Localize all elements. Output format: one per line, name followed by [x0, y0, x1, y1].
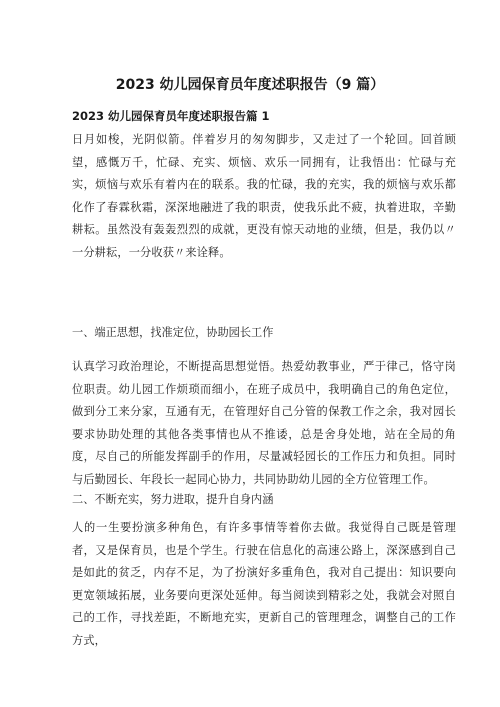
paragraph-section-1 — [72, 356, 456, 492]
paragraph-intro — [72, 129, 456, 265]
section-heading-1: 一、端正思想，找准定位，协助园长工作 — [72, 326, 274, 339]
section-heading-2: 二、不断充实，努力进取，提升自身内涵 — [72, 493, 274, 506]
section-subtitle: 2023 幼儿园保育员年度述职报告篇 1 — [72, 109, 270, 123]
paragraph-section-2 — [72, 517, 456, 653]
paragraph-text: 认真学习政治理论，不断提高思想觉悟。热爱幼教事业，严于律己，恪守岗位职责。幼儿园工作烦琐而细小，在班子成员中，我明确自己的角色定位，做到分工来分家，互通有无，在管理好自己分管的保教工作之余，我对园长要求协助处理的其他各类事情也从不推诿，总是舍身处地，站在全局的角度，尽自己的所能发挥副手的作用，尽量减轻园长的工作压力和负担。同时与后勤园长、年段长一起同心协力，共同协助幼儿园的全方位管理工作。 — [72, 360, 456, 486]
paragraph-text: 人的一生要扮演多种角色，有许多事情等着你去做。我觉得自己既是管理者，又是保育员，也是个学生。行驶在信息化的高速公路上，深深感到自己是如此的贫乏，内存不足，为了扮演好多重角色，我对自己提出：知识要向更宽领域拓展，业务要向更深处延伸。每当阅读到精彩之处，我就会对照自己的工作，寻找差距，不断地充实，更新自己的管理理念，调整自己的工作方式， — [72, 521, 456, 647]
heading-one-block — [72, 322, 456, 345]
heading-two-block — [72, 489, 456, 512]
paragraph-text: 日月如梭，光阴似箭。伴着岁月的匆匆脚步，又走过了一个轮回。回首顾望，感慨万千，忙碌、充实、烦恼、欢乐一同拥有，让我悟出：忙碌与充实，烦恼与欢乐有着内在的联系。我的忙碌，我的充实，我的烦恼与欢乐都化作了春霖秋霜，深深地融进了我的职责，使我乐此不疲，执着进取，辛勤耕耘。虽然没有轰轰烈烈的成就，更没有惊天动地的业绩，但是，我仍以〃一分耕耘，一分收获〃来诠释。 — [72, 133, 456, 259]
document-title: 2023 幼儿园保育员年度述职报告（9 篇） — [115, 77, 385, 93]
